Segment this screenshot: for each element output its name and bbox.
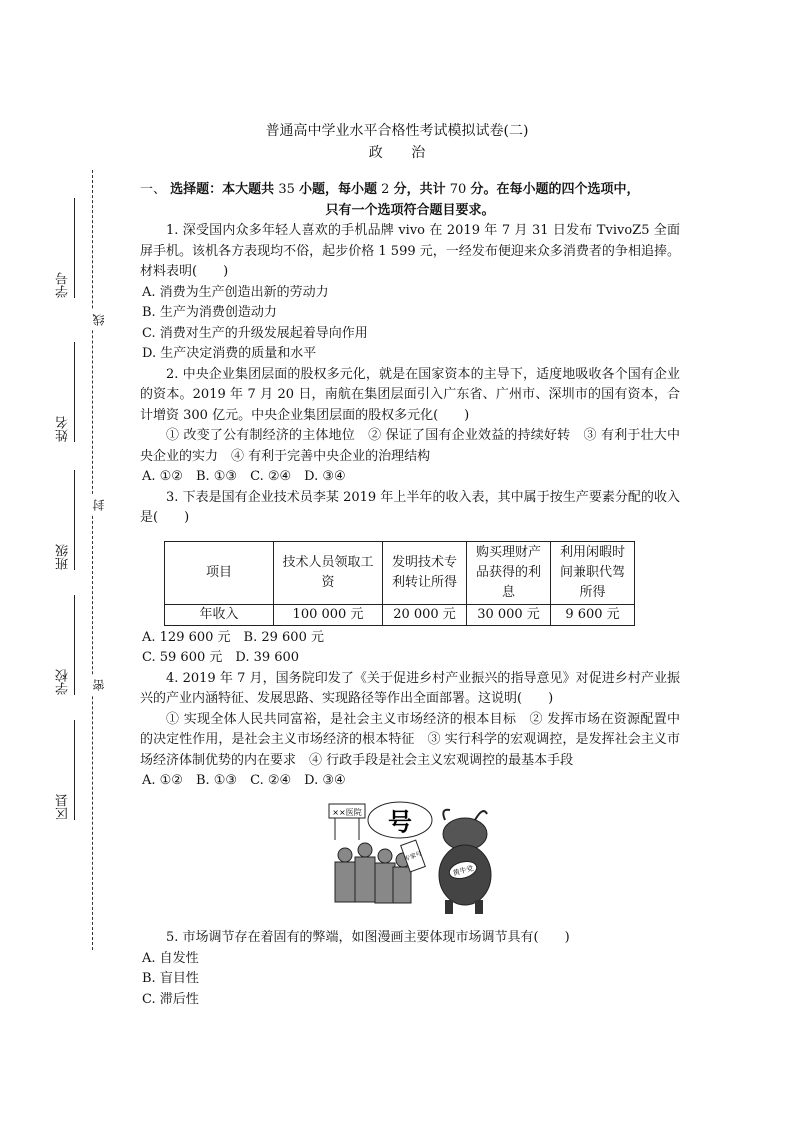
q3-stem: 3. 下表是国有企业技术员李某 2019 年上半年的收入表，其中属于按生产要素分配的收入是( )	[140, 489, 680, 525]
q2-statements: ① 改变了公有制经济的主体地位 ② 保证了国有企业效益的持续好转 ③ 有利于壮大中央企业的实力 ④ 有利于完善中央企业的治理结构	[140, 428, 680, 464]
field-label: 学校	[56, 669, 71, 695]
crowd	[335, 843, 411, 903]
bull-figure	[439, 809, 491, 913]
bull-label: 黄牛党	[452, 863, 475, 878]
section-heading	[140, 180, 680, 221]
q4-stem: 4. 2019 年 7 月，国务院印发了《关于促进乡村产业振兴的指导意见》对促进乡村产业振兴的产业内涵特征、发展思路、实现路径等作出全面部署。这说明( )	[140, 670, 680, 706]
seal-mark-secret: 密	[90, 675, 107, 695]
student-id-field[interactable]	[50, 198, 90, 298]
points-total: 70	[449, 182, 467, 197]
q4-options[interactable]: A. ①② B. ①③ C. ②④ D. ③④	[142, 773, 346, 788]
section-instruction: 只有一个选项符合题目要求。	[325, 202, 495, 218]
section-text: 小题，每小题	[299, 182, 378, 197]
q5-option-c[interactable]: C. 滞后性	[142, 991, 199, 1007]
table-row	[165, 604, 635, 625]
school-field[interactable]	[50, 595, 90, 695]
q1-stem: 1. 深受国内众多年轻人喜欢的手机品牌 vivo 在 2019 年 7 月 31 日发布 TvivoZ5 全面屏手机。该机各方表现均不俗，起步价格 1 599 元，一经发布便迎来众多消费者的争相追捧。材料表明( )	[140, 223, 680, 279]
seal-mark-line: 线	[90, 310, 107, 330]
table-cell: 20 000 元	[383, 604, 467, 625]
district-field[interactable]	[50, 720, 90, 820]
section-title: 选择题	[170, 182, 210, 197]
table-header-cell: 发明技术专利转让所得	[383, 541, 467, 604]
table-header-row	[165, 541, 635, 604]
hospital-sign-text: ××医院	[332, 807, 362, 817]
section-text: 分，共计	[393, 182, 446, 197]
page-title: 普通高中学业水平合格性考试模拟试卷(二)	[265, 123, 529, 139]
fill-line	[74, 198, 75, 298]
table-cell: 9 600 元	[551, 604, 635, 625]
points-each: 2	[381, 182, 390, 197]
table-header-cell: 项目	[165, 541, 274, 604]
field-label: 姓名	[56, 416, 71, 442]
question-count: 35	[278, 182, 295, 197]
q5-option-b[interactable]: B. 盲目性	[142, 971, 199, 986]
seal-mark-seal: 封	[90, 495, 107, 515]
field-label: 学号	[56, 272, 71, 298]
section-text: 分。在每小题的四个选项中，	[470, 182, 640, 197]
q3-options-ab[interactable]: A. 129 600 元 B. 29 600 元	[142, 629, 324, 645]
q3-options-cd[interactable]: C. 59 600 元 D. 39 600	[142, 650, 300, 665]
section-number: 一、	[140, 182, 167, 197]
fill-line	[74, 470, 75, 570]
class-field[interactable]	[50, 470, 90, 570]
ticket-text: 专家号	[403, 849, 423, 863]
binding-margin	[50, 170, 110, 950]
name-field[interactable]	[50, 342, 90, 442]
scalper-cartoon	[325, 800, 500, 915]
q4-statements: ① 实现全体人民共同富裕，是社会主义市场经济的根本目标 ② 发挥市场在资源配置中的决定性作用，是社会主义市场经济的根本特征 ③ 实行科学的宏观调控，是发挥社会主义市场经济体制优势的内在要求 ④ 行政手段是社会主义宏观调控的最基本手段	[140, 711, 680, 768]
q2-options[interactable]: A. ①② B. ①③ C. ②④ D. ③④	[142, 469, 346, 484]
fill-line	[74, 595, 75, 695]
q2-stem: 2. 中央企业集团层面的股权多元化，就是在国家资本的主导下，适度地吸收各个国有企业的资本。2019 年 7 月 20 日，南航在集团层面引入广东省、广州市、深圳市的国有资本，合计增资 300 亿元。中央企业集团层面的股权多元化( )	[140, 366, 680, 423]
income-table	[164, 541, 635, 626]
q5-option-a[interactable]: A. 自发性	[142, 950, 199, 966]
table-header-cell: 利用闲暇时间兼职代驾所得	[551, 541, 635, 604]
fill-line	[74, 342, 75, 442]
exam-content	[140, 180, 680, 1010]
field-label: 区县	[56, 794, 71, 820]
q1-option-a[interactable]: A. 消费为生产创造出新的劳动力	[142, 284, 329, 300]
section-text: ：本大题共	[209, 182, 275, 197]
table-header-cell: 技术人员领取工资	[274, 541, 383, 604]
table-cell: 年收入	[165, 604, 274, 625]
subject-title: 政 治	[368, 145, 438, 161]
q1-option-b[interactable]: B. 生产为消费创造动力	[142, 305, 277, 320]
table-cell: 30 000 元	[467, 604, 551, 625]
table-cell: 100 000 元	[274, 604, 383, 625]
q1-option-d[interactable]: D. 生产决定消费的质量和水平	[142, 346, 317, 361]
q5-stem: 5. 市场调节存在着固有的弊端，如图漫画主要体现市场调节具有( )	[166, 930, 570, 945]
bubble-text: 号	[388, 807, 412, 836]
binding-dashed-line	[92, 170, 93, 950]
q1-option-c[interactable]: C. 消费对生产的升级发展起着导向作用	[142, 325, 368, 341]
fill-line	[74, 720, 75, 820]
field-label: 班级	[56, 544, 71, 570]
table-header-cell: 购买理财产品获得的利息	[467, 541, 551, 604]
